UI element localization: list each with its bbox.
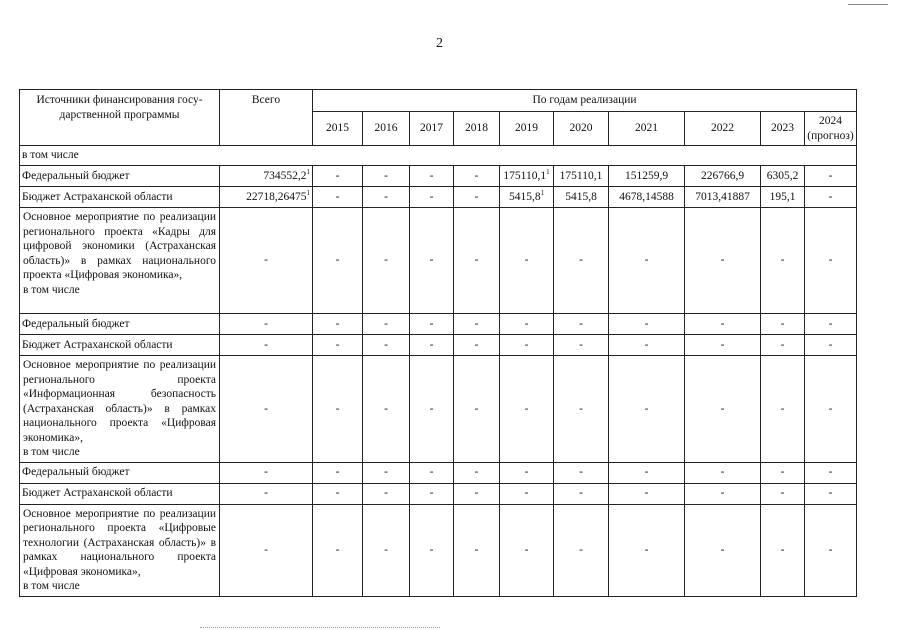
year-cell <box>685 208 761 314</box>
year-value: 5415,8 <box>565 190 597 203</box>
footnote-mark: 1 <box>540 188 545 197</box>
header-total: Всего <box>220 90 313 146</box>
year-cell <box>410 166 454 187</box>
year-cell <box>805 335 857 356</box>
year-value: - <box>474 402 479 415</box>
year-value: - <box>720 487 725 500</box>
year-cell <box>554 462 609 483</box>
year-value: - <box>384 466 388 479</box>
year-value: 151259,9 <box>624 169 669 182</box>
year-cell <box>454 166 500 187</box>
total-cell <box>220 314 313 335</box>
year-cell <box>500 314 554 335</box>
year-cell <box>761 356 805 463</box>
year-value: - <box>579 254 583 267</box>
year-cell <box>609 314 685 335</box>
year-value: - <box>335 190 340 203</box>
year-cell <box>454 187 500 208</box>
year-cell <box>500 187 554 208</box>
row-label: Бюджет Астраханской области <box>20 187 220 208</box>
year-cell <box>554 187 609 208</box>
total-value: 22718,26475 <box>246 190 307 203</box>
table-body <box>20 146 857 597</box>
year-value: - <box>335 487 340 500</box>
year-value: - <box>579 402 583 415</box>
year-value: - <box>335 543 340 556</box>
measure-label-cell <box>20 504 220 596</box>
year-value: - <box>524 402 529 415</box>
total-cell <box>220 462 313 483</box>
year-cell <box>313 166 363 187</box>
year-cell <box>313 335 363 356</box>
year-value: - <box>474 317 479 330</box>
year-value: - <box>828 190 833 203</box>
header-year: 2016 <box>363 112 410 146</box>
year-cell <box>313 208 363 314</box>
year-cell <box>554 314 609 335</box>
year-cell <box>805 166 857 187</box>
year-value: - <box>720 466 725 479</box>
year-value: - <box>780 254 785 267</box>
header-year: 2023 <box>761 112 805 146</box>
year-cell <box>761 208 805 314</box>
year-cell <box>554 504 609 596</box>
header-year: 2019 <box>500 112 554 146</box>
total-cell <box>220 483 313 504</box>
year-value: - <box>828 543 833 556</box>
year-cell <box>454 335 500 356</box>
year-value: - <box>429 169 434 182</box>
year-value: - <box>644 466 649 479</box>
year-value: - <box>828 317 833 330</box>
year-value: - <box>524 317 529 330</box>
measure-row <box>20 208 857 314</box>
row-label: Бюджет Астраханской области <box>20 483 220 504</box>
year-cell <box>761 335 805 356</box>
year-cell <box>410 483 454 504</box>
year-value: - <box>644 254 649 267</box>
year-value: - <box>384 317 388 330</box>
year-cell <box>609 208 685 314</box>
year-cell <box>363 504 410 596</box>
year-value: - <box>429 317 434 330</box>
year-value: 5415,8 <box>508 190 541 203</box>
year-value: 175110,1 <box>503 169 547 182</box>
year-cell <box>363 335 410 356</box>
year-cell <box>454 483 500 504</box>
year-value: - <box>644 402 649 415</box>
year-cell <box>761 187 805 208</box>
total-value: - <box>264 254 268 267</box>
year-cell <box>313 483 363 504</box>
total-cell <box>220 187 313 208</box>
footnote-mark: 1 <box>306 188 310 197</box>
total-cell <box>220 504 313 596</box>
year-cell <box>805 208 857 314</box>
year-cell <box>685 314 761 335</box>
budget-row <box>20 462 857 483</box>
year-cell <box>500 166 554 187</box>
year-value: - <box>780 466 785 479</box>
year-cell <box>805 187 857 208</box>
total-value: - <box>264 466 268 479</box>
year-cell <box>761 462 805 483</box>
year-value: - <box>335 254 340 267</box>
year-value: - <box>579 466 583 479</box>
year-cell <box>609 462 685 483</box>
year-cell <box>685 356 761 463</box>
year-value: - <box>335 466 340 479</box>
year-cell <box>500 335 554 356</box>
year-cell <box>313 314 363 335</box>
year-value: - <box>335 338 340 351</box>
year-value: - <box>429 402 434 415</box>
year-cell <box>685 504 761 596</box>
year-value: - <box>524 254 529 267</box>
year-value: - <box>384 487 388 500</box>
year-cell <box>805 483 857 504</box>
total-value: 734552,2 <box>263 169 307 182</box>
year-cell <box>805 356 857 463</box>
year-value: - <box>474 338 479 351</box>
header-year: 2015 <box>313 112 363 146</box>
year-cell <box>454 356 500 463</box>
year-value: - <box>780 543 785 556</box>
year-value: 226766,9 <box>700 169 745 182</box>
year-cell <box>410 356 454 463</box>
header-year: 2017 <box>410 112 454 146</box>
measure-including: в том числе <box>23 580 80 592</box>
year-value: - <box>780 317 785 330</box>
year-cell <box>554 483 609 504</box>
measure-including: в том числе <box>23 283 80 296</box>
total-value: - <box>264 402 268 415</box>
year-cell <box>609 483 685 504</box>
header-year: 2018 <box>454 112 500 146</box>
total-value: - <box>264 317 268 330</box>
measure-description: Основное мероприятие по реализации регионального проекта «Цифровые технологии (Астраханская область)» в рамках национального проекта «Цифровая экономика», <box>23 507 216 578</box>
financing-table <box>19 89 857 597</box>
year-cell <box>609 166 685 187</box>
year-value: - <box>828 169 833 182</box>
header-year: 2021 <box>609 112 685 146</box>
total-cell <box>220 208 313 314</box>
year-cell <box>609 356 685 463</box>
year-value: - <box>780 402 785 415</box>
year-cell <box>609 187 685 208</box>
year-value: - <box>579 543 583 556</box>
year-value: - <box>720 402 725 415</box>
corner-mark <box>848 4 888 5</box>
year-value: - <box>828 466 833 479</box>
year-value: - <box>384 169 388 182</box>
year-cell <box>554 335 609 356</box>
year-value: - <box>720 543 725 556</box>
year-cell <box>454 462 500 483</box>
year-value: - <box>335 317 340 330</box>
header-year: 2022 <box>685 112 761 146</box>
row-label: Федеральный бюджет <box>20 166 220 187</box>
year-cell <box>410 462 454 483</box>
year-cell <box>685 462 761 483</box>
row-label: Бюджет Астраханской области <box>20 335 220 356</box>
year-cell <box>410 504 454 596</box>
year-value: - <box>780 487 785 500</box>
year-value: - <box>524 487 529 500</box>
year-cell <box>313 462 363 483</box>
year-value: 7013,41887 <box>695 190 750 203</box>
total-value: - <box>264 543 268 556</box>
year-cell <box>685 187 761 208</box>
year-cell <box>410 208 454 314</box>
total-value: - <box>264 338 268 351</box>
measure-including: в том числе <box>23 446 80 458</box>
year-cell <box>500 483 554 504</box>
year-cell <box>761 504 805 596</box>
header-year-forecast <box>805 112 857 146</box>
year-value: - <box>474 190 479 203</box>
year-value: - <box>335 402 340 415</box>
budget-row <box>20 187 857 208</box>
row-label: в том числе <box>20 146 857 166</box>
year-value: - <box>474 169 479 182</box>
year-cell <box>313 504 363 596</box>
year-cell <box>454 504 500 596</box>
total-value: - <box>264 487 268 500</box>
year-cell <box>554 208 609 314</box>
budget-row <box>20 483 857 504</box>
page-number: 2 <box>436 36 443 51</box>
year-value: - <box>429 254 434 267</box>
year-value: - <box>644 543 649 556</box>
year-cell <box>454 208 500 314</box>
year-cell <box>454 314 500 335</box>
year-value: - <box>579 338 583 351</box>
year-value: - <box>579 487 583 500</box>
year-cell <box>761 166 805 187</box>
year-cell <box>363 483 410 504</box>
year-value: - <box>644 487 649 500</box>
year-cell <box>609 504 685 596</box>
year-cell <box>363 208 410 314</box>
budget-row <box>20 314 857 335</box>
year-value: - <box>384 402 388 415</box>
year-value: - <box>474 466 479 479</box>
year-cell <box>805 504 857 596</box>
year-value: - <box>474 487 479 500</box>
year-value: - <box>474 543 479 556</box>
year-value: - <box>429 466 434 479</box>
year-cell <box>685 335 761 356</box>
year-cell <box>313 356 363 463</box>
year-cell <box>554 356 609 463</box>
year-value: - <box>429 487 434 500</box>
measure-description: Основное мероприятие по реализации регионального проекта «Информационная безопасность (Астраханская область)» в рамках национального проекта «Цифровая экономика», <box>23 359 216 444</box>
year-cell <box>500 504 554 596</box>
row-label: Федеральный бюджет <box>20 314 220 335</box>
note-row <box>20 146 857 166</box>
year-value: - <box>828 254 833 267</box>
year-value: - <box>474 254 479 267</box>
year-value: - <box>429 190 434 203</box>
year-cell <box>554 166 609 187</box>
measure-label-cell <box>20 356 220 463</box>
year-cell <box>805 462 857 483</box>
year-value: - <box>335 169 340 182</box>
year-value: - <box>384 543 388 556</box>
year-value: - <box>524 466 529 479</box>
year-value: - <box>384 190 388 203</box>
measure-label-cell <box>20 208 220 314</box>
measure-row <box>20 504 857 596</box>
footnote-mark: 1 <box>546 167 550 176</box>
header-by-years: По годам реализации <box>313 90 857 112</box>
year-value: - <box>384 338 388 351</box>
year-cell <box>313 187 363 208</box>
year-value: - <box>524 543 529 556</box>
year-cell <box>761 483 805 504</box>
header-last-year: 2024 <box>819 115 842 127</box>
year-cell <box>761 314 805 335</box>
year-value: 4678,14588 <box>619 190 674 203</box>
year-value: - <box>720 254 725 267</box>
year-cell <box>805 314 857 335</box>
year-cell <box>500 356 554 463</box>
year-value: - <box>828 402 833 415</box>
year-value: 195,1 <box>769 190 796 203</box>
year-cell <box>685 166 761 187</box>
footnote-mark: 1 <box>306 167 310 176</box>
year-value: - <box>644 317 649 330</box>
year-value: 6305,2 <box>766 169 799 182</box>
row-label: Федеральный бюджет <box>20 462 220 483</box>
header-forecast-note: (прогноз) <box>807 129 854 142</box>
year-cell <box>609 335 685 356</box>
year-value: - <box>429 543 434 556</box>
year-value: - <box>524 338 529 351</box>
year-cell <box>363 356 410 463</box>
year-cell <box>410 314 454 335</box>
year-cell <box>685 483 761 504</box>
year-cell <box>410 187 454 208</box>
year-value: - <box>828 487 833 500</box>
year-cell <box>363 314 410 335</box>
header-year: 2020 <box>554 112 609 146</box>
total-cell <box>220 335 313 356</box>
year-value: - <box>429 338 434 351</box>
year-value: - <box>720 317 725 330</box>
year-value: - <box>579 317 583 330</box>
scan-artifact-line <box>200 627 440 628</box>
total-cell <box>220 166 313 187</box>
year-cell <box>500 208 554 314</box>
header-row-top <box>20 90 857 112</box>
year-value: - <box>720 338 725 351</box>
measure-row <box>20 356 857 463</box>
year-cell <box>500 462 554 483</box>
year-cell <box>363 166 410 187</box>
year-value: - <box>384 254 388 267</box>
year-value: 175110,1 <box>559 169 603 182</box>
header-source: Источники финансирования госу-дарственной программы <box>20 90 220 146</box>
measure-description: Основное мероприятие по реализации регионального проекта «Кадры для цифровой экономики (Астраханская область)» в рамках национального проекта «Цифровая экономика», <box>23 211 216 281</box>
year-value: - <box>644 338 649 351</box>
year-cell <box>363 462 410 483</box>
year-cell <box>363 187 410 208</box>
budget-row <box>20 335 857 356</box>
year-value: - <box>828 338 833 351</box>
year-cell <box>410 335 454 356</box>
total-cell <box>220 356 313 463</box>
year-value: - <box>780 338 785 351</box>
budget-row <box>20 166 857 187</box>
